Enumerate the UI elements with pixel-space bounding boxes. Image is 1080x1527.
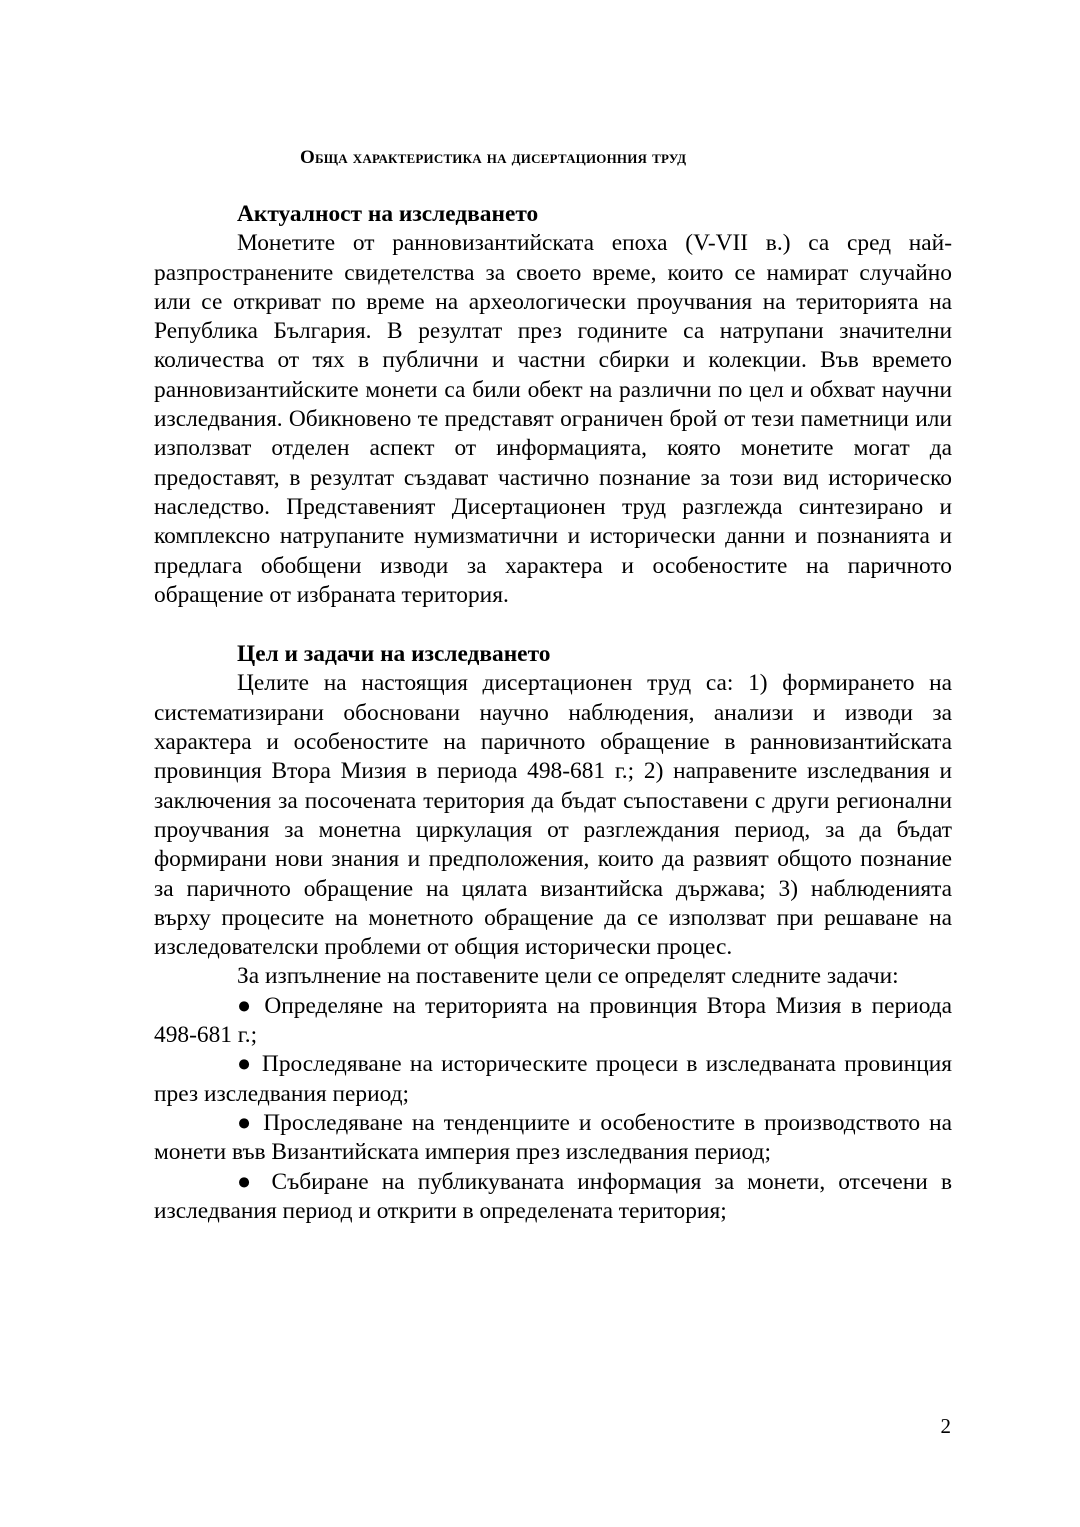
- document-page: [154, 140, 952, 1226]
- section-goals: [154, 640, 952, 1226]
- section-relevance: [154, 200, 952, 610]
- page-number: 2: [940, 1414, 951, 1438]
- task-item: ● Събиране на публикуваната информация за монети, отсечени в изследвания период и открити в определената територия;: [154, 1168, 952, 1224]
- section-heading-relevance: Актуалност на изследването: [237, 201, 539, 227]
- paragraph-tasks-intro: За изпълнение на поставените цели се определят следните задачи:: [237, 963, 899, 990]
- task-item: ● Определяне на територията на провинция Втора Мизия в периода 498-681 г.;: [154, 992, 952, 1049]
- section-heading-goals: Цел и задачи на изследването: [237, 641, 551, 668]
- task-item: ● Проследяване на историческите процеси в изследваната провинция през изследвания период;: [154, 1051, 952, 1107]
- task-item: ● Проследяване на тенденциите и особеностите в производството на монети във Византийската империя през изследвания период;: [154, 1109, 952, 1166]
- document-title: [300, 140, 952, 176]
- paragraph-relevance: Монетите от ранновизантийската епоха (V-VII в.) са сред най-разпространените свидетелства за своето време, които се намират случайно или се откриват по време на археологически проучвания на територията на Република България. В резултат през годините са натрупани значителни количества от тях в публични и частни сбирки и колекции. Във времето ранновизантийските монети са били обект на различни по цел и обхват научни изследвания. Обикновено те представят ограничен брой от тези паметници или използват отделен аспект от информацията, която монетите могат да предоставят, в резултат създават частично познание за този вид историческо наследство. Представеният Дисертационен труд разглежда синтезирано и комплексно натрупаните нумизматични и исторически данни и познанията и предлага обобщени изводи за характера и особеностите на паричното обращение от избраната територия.: [154, 230, 952, 608]
- document-title-text: Обща характеристика на дисертационния труд: [300, 147, 687, 168]
- paragraph-goals: Целите на настоящия дисертационен труд са: 1) формирането на систематизирани обосновани научно наблюдения, анализи и изводи за характера и особеностите на паричното обращение в ранновизантийската провинция Втора Мизия в периода 498-681 г.; 2) направените изследвания и заключения за посочената територия да бъдат съпоставени с други регионални проучвания за монетна циркулация от разглеждания период, за да бъдат формирани нови знания и предположения, които да развият общото познание за паричното обращение на цялата византийска държава; 3) наблюденията върху процесите на монетното обращение да се използват при решаване на изследователски проблеми от общия исторически процес.: [154, 670, 952, 961]
